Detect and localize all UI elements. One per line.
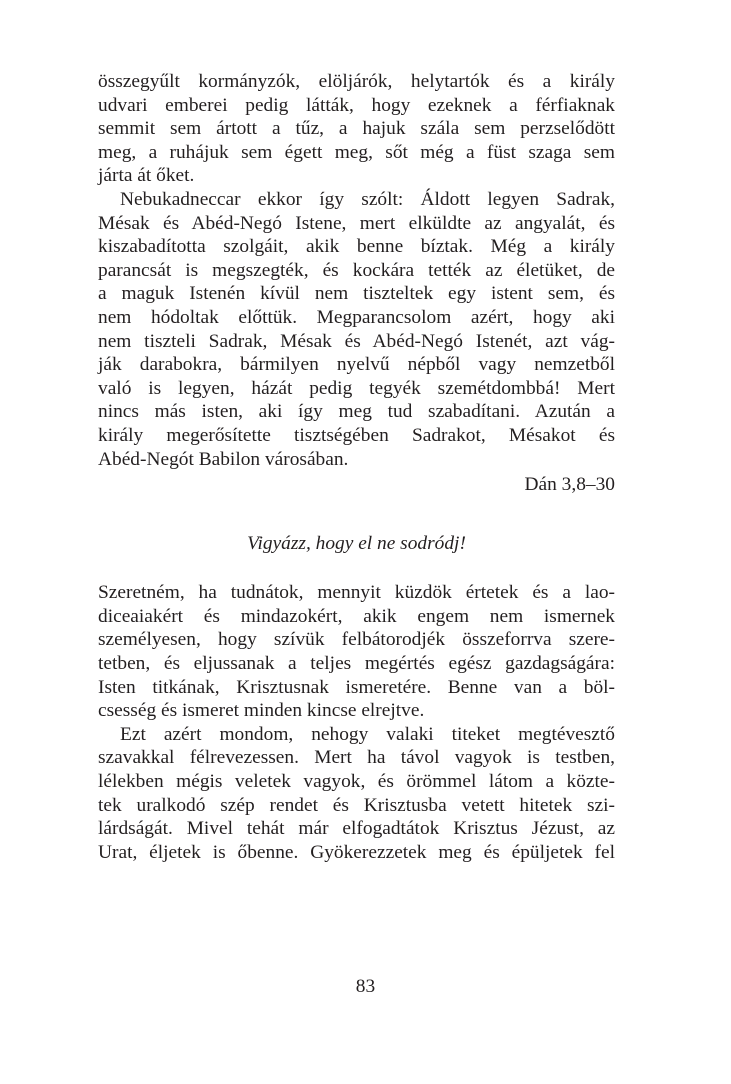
text-line: Szeretném, ha tudnátok, mennyit küzdök értetek és a lao- bbox=[98, 582, 615, 604]
paragraph bbox=[98, 723, 615, 865]
text-line: meg, a ruhájuk sem égett meg, sőt még a füst szaga sem bbox=[98, 141, 615, 163]
text-line: diceaiakért és mindazokért, akik engem nem ismernek bbox=[98, 605, 615, 627]
text-line: való is legyen, házát pedig tegyék szemétdombbá! Mert bbox=[98, 377, 615, 399]
text-line: lárdságát. Mivel tehát már elfogadtátok Krisztus Jézust, az bbox=[98, 818, 615, 840]
text-line: tetben, és eljussanak a teljes megértés egész gazdagságára: bbox=[98, 653, 615, 675]
text-line: Nebukadneccar ekkor így szólt: Áldott legyen Sadrak, bbox=[120, 188, 615, 210]
text-line: Urat, éljetek is őbenne. Gyökerezzetek meg és épüljetek fel bbox=[98, 841, 615, 863]
text-line: nem tiszteli Sadrak, Mésak és Abéd-Negó Istenét, azt vág- bbox=[98, 330, 615, 352]
paragraph bbox=[98, 581, 615, 723]
text-line: Ezt azért mondom, nehogy valaki titeket megtévesztő bbox=[120, 723, 615, 745]
text-line: nem hódoltak előttük. Megparancsolom azért, hogy aki bbox=[98, 306, 615, 328]
text-line: Abéd-Negót Babilon városában. bbox=[98, 448, 349, 470]
text-line: nincs más isten, aki így meg tud szabadítani. Azután a bbox=[98, 401, 615, 423]
scripture-reference: Dán 3,8–30 bbox=[524, 474, 615, 496]
paragraph bbox=[98, 188, 615, 471]
text-line: Isten titkának, Krisztusnak ismeretére. Benne van a böl- bbox=[98, 676, 615, 698]
text-line: ják darabokra, bármilyen nyelvű népből vagy nemzetből bbox=[98, 354, 615, 376]
text-line: személyesen, hogy szívük felbátorodjék összeforrva szere- bbox=[98, 629, 615, 651]
text-line: Mésak és Abéd-Negó Istene, mert elküldte az angyalát, és bbox=[98, 212, 615, 234]
text-line: szavakkal félrevezessen. Mert ha távol vagyok is testben, bbox=[98, 747, 615, 769]
book-page bbox=[98, 70, 615, 864]
text-line: csesség és ismeret minden kincse elrejtve. bbox=[98, 700, 425, 722]
page-number: 83 bbox=[355, 976, 376, 997]
text-line: tek uralkodó szép rendet és Krisztusba vetett hitetek szi- bbox=[98, 794, 615, 816]
text-line: király megerősítette tisztségében Sadrakot, Mésakot és bbox=[98, 424, 615, 446]
paragraph bbox=[98, 70, 615, 188]
text-line: a maguk Istenén kívül nem tiszteltek egy istent sem, és bbox=[98, 283, 615, 305]
text-line: parancsát is megszegték, és kockára tették az életüket, de bbox=[98, 259, 615, 281]
text-line: járta át őket. bbox=[98, 165, 195, 187]
section-heading: Vigyázz, hogy el ne sodródj! bbox=[247, 532, 466, 554]
text-line: összegyűlt kormányzók, elöljárók, helytartók és a király bbox=[98, 71, 615, 92]
text-line: lélekben mégis veletek vagyok, és örömmel látom a közte- bbox=[98, 771, 615, 793]
text-line: udvari emberei pedig látták, hogy ezeknek a férfiaknak bbox=[98, 94, 615, 116]
text-line: kiszabadította szolgáit, akik benne bíztak. Még a király bbox=[98, 236, 615, 258]
text-line: semmit sem ártott a tűz, a hajuk szála sem perzselődött bbox=[98, 118, 615, 140]
